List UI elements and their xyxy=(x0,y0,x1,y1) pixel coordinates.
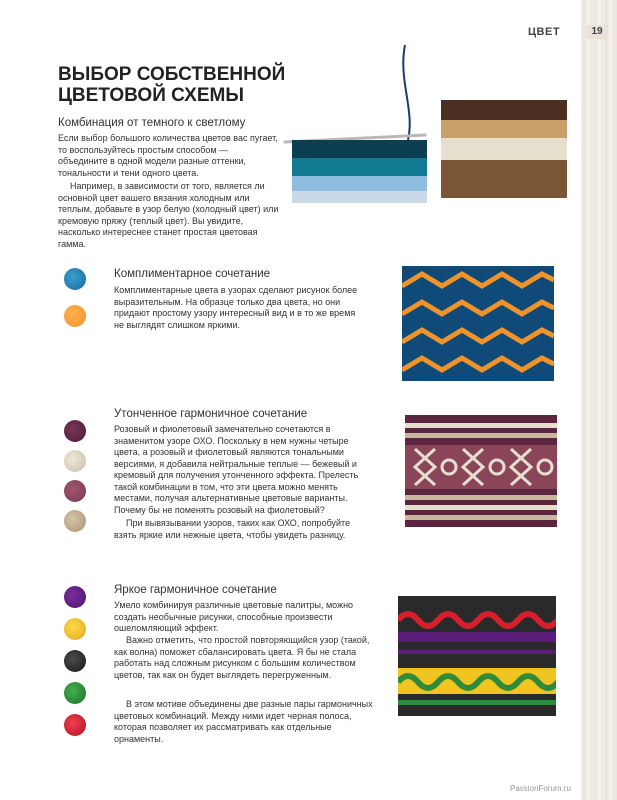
section-label: ЦВЕТ xyxy=(528,26,561,38)
paragraph-bright-harmony-1: Умело комбинируя различные цветовые палитры, можно создать необычные рисунки, способные произвести ошеломляющий эффект. xyxy=(114,600,354,633)
paragraph-bright-harmony-3: В этом мотиве объединены две разные пары гармоничных цветовых комбинаций. Между ними идет черная полоса, которая позволяет их рассматривать как отдельные орнаменты. xyxy=(114,699,373,744)
wood-border xyxy=(581,0,617,800)
page-title xyxy=(58,64,308,106)
heading-complementary: Комплиментарное сочетание xyxy=(114,268,271,280)
pompom-yellow-icon xyxy=(64,618,86,640)
pompom-cream-icon xyxy=(64,450,86,472)
pompom-blue-icon xyxy=(64,268,86,290)
pompom-green-icon xyxy=(64,682,86,704)
paragraph-dark-to-light-2: Например, в зависимости от того, является ли основной цвет вашего вязания холодным или теплым, добавьте в узор белую (холодный цвет) или кремовую пряжу (теплый цвет). Вы увидите, насколько интереснее станет простая цветовая гамма. xyxy=(58,181,279,249)
pompom-mauve-icon xyxy=(64,480,86,502)
paragraph-refined-harmony-1: Розовый и фиолетовый замечательно сочетаются в знаменитом узоре ОХО. Поскольку в нем нужны четыре цвета, а розовый и фиолетовый являются тональными версиями, я добавила нейтральные теплые — бежевый и кремовый для получения утонченного эффекта. Прелесть такой комбинации в том, что эти цвета можно менять местами, получая альтернативные цветовые варианты. Почему бы не поменять розовый на фиолетовый? xyxy=(114,424,359,515)
paragraph-bright-harmony-2: Важно отметить, что простой повторяющийся узор (такой, как волна) поможет сбалансировать цвета. Я бы не стала работать над сложным рисунком с большим количеством цветов, так как он будет выглядеть перегруженным. xyxy=(114,635,370,680)
heading-bright-harmony: Яркое гармоничное сочетание xyxy=(114,584,277,596)
pompom-plum-icon xyxy=(64,420,86,442)
page-number: 19 xyxy=(586,25,608,39)
heading-dark-to-light: Комбинация от темного к светлому xyxy=(58,117,246,129)
swatch-blue-gradient xyxy=(280,40,430,210)
paragraph-dark-to-light-1: Если выбор большого количества цветов вас пугает, то воспользуйтесь простым способом — объедините в одной модели разные оттенки, тональности и тени одного цвета. xyxy=(58,133,278,178)
swatch-oxo-pattern xyxy=(405,415,557,527)
page-title-line2: ЦВЕТОВОЙ СХЕМЫ xyxy=(58,85,244,106)
page-title-line1: ВЫБОР СОБСТВЕННОЙ xyxy=(58,64,286,85)
paragraph-complementary: Комплиментарные цвета в узорах сделают рисунок более выразительным. На образце только два цвета, но они придают простому узору интересный вид и в то же время не выглядят слишком яркими. xyxy=(114,285,358,330)
pompom-beige-icon xyxy=(64,510,86,532)
pompom-purple-icon xyxy=(64,586,86,608)
pompom-black-icon xyxy=(64,650,86,672)
swatch-zigzag-blue-orange xyxy=(402,266,554,381)
swatch-bright-waves xyxy=(398,596,556,716)
pompom-orange-icon xyxy=(64,305,86,327)
swatch-brown-stripes xyxy=(441,100,567,198)
pompom-red-icon xyxy=(64,714,86,736)
watermark: PassionForum.ru xyxy=(510,784,571,793)
paragraph-refined-harmony-2: При вывязывании узоров, таких как ОХО, попробуйте взять яркие или нежные цвета, чтобы увидеть разницу. xyxy=(114,518,351,540)
heading-refined-harmony: Утонченное гармоничное сочетание xyxy=(114,408,308,420)
